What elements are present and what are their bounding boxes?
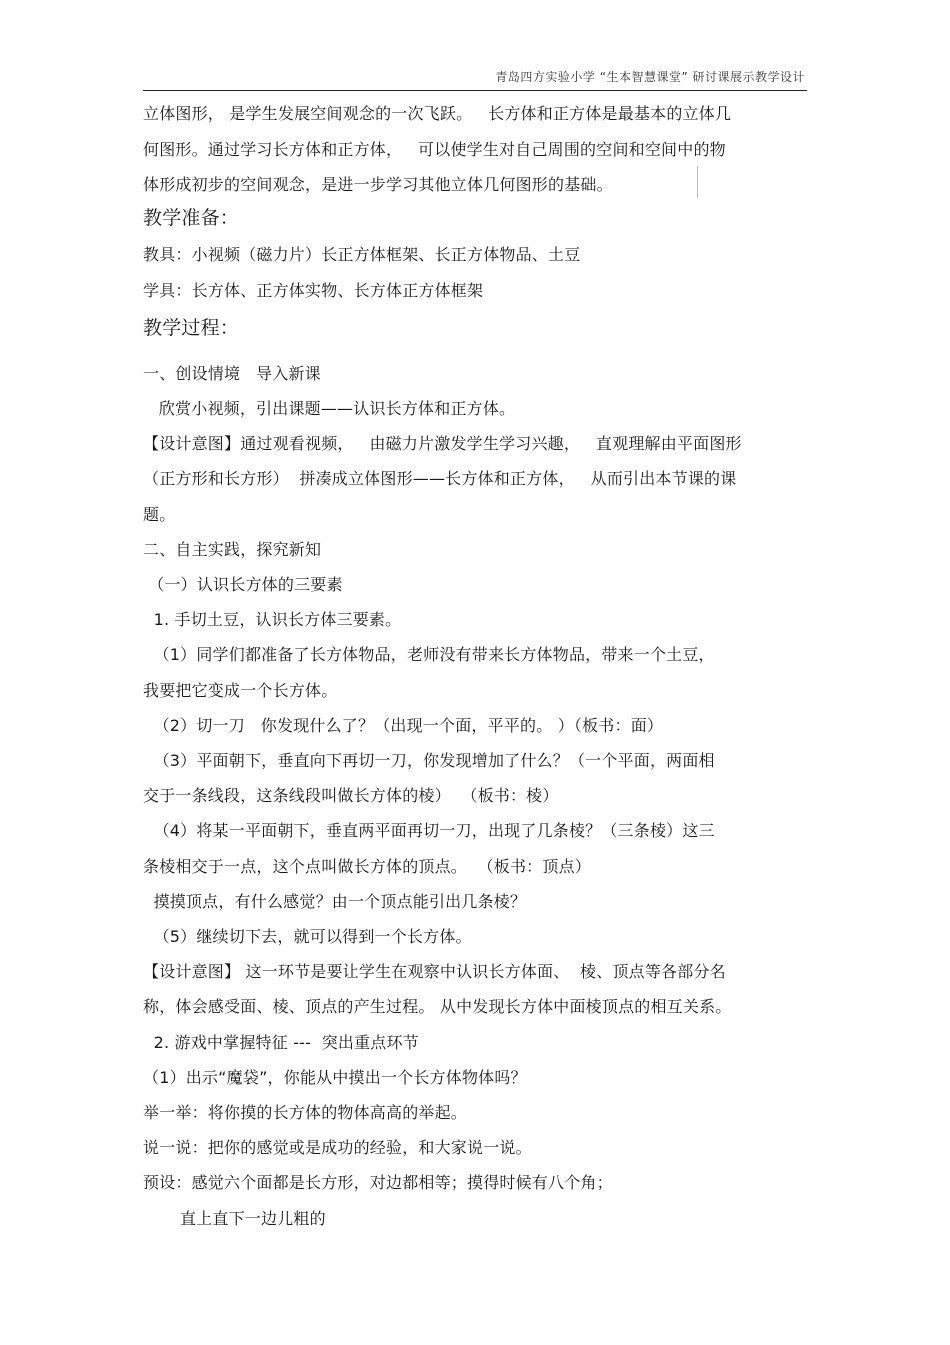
- paragraph-line: 【设计意图】通过观看视频， 由磁力片激发学生学习兴趣， 直观理解由平面图形: [143, 434, 742, 453]
- paragraph-line: （3）平面朝下，垂直向下再切一刀，你发现增加了什么？（一个平面，两面相: [143, 751, 715, 770]
- paragraph-line: 称，体会感受面、棱、顶点的产生过程。 从中发现长方体中面棱顶点的相互关系。: [143, 997, 732, 1016]
- paragraph-line: 二、自主实践，探究新知: [143, 540, 322, 559]
- page-header: 青岛四方实验小学 “生本智慧课堂” 研讨课展示教学设计: [495, 70, 805, 84]
- paragraph-line: 摸摸顶点，有什么感觉？由一个顶点能引出几条棱？: [143, 892, 527, 911]
- paragraph-line: （5）继续切下去，就可以得到一个长方体。: [143, 927, 472, 946]
- paragraph-line: （4）将某一平面朝下，垂直两平面再切一刀，出现了几条棱？（三条棱）这三: [143, 821, 715, 840]
- section-heading-process: 教学过程：: [143, 317, 240, 339]
- paragraph-line: （1）同学们都准备了长方体物品，老师没有带来长方体物品，带来一个土豆，: [143, 645, 715, 664]
- paragraph-line: 教具：小视频（磁力片）长正方体框架、长正方体物品、土豆: [143, 245, 581, 264]
- paragraph-line: 立体图形， 是学生发展空间观念的一次飞跃。 长方体和正方体是最基本的立体几: [143, 104, 732, 123]
- paragraph-line: 说一说：把你的感觉或是成功的经验，和大家说一说。: [143, 1138, 532, 1157]
- paragraph-line: （1）出示“魔袋”，你能从中摸出一个长方体物体吗？: [143, 1068, 527, 1087]
- paragraph-line: 直上直下一边儿粗的: [143, 1209, 326, 1228]
- paragraph-line: 题。: [143, 505, 176, 524]
- paragraph-line: 学具：长方体、正方体实物、长方体正方体框架: [143, 281, 484, 300]
- paragraph-line: 【设计意图】 这一环节是要让学生在观察中认识长方体面、 棱、顶点等各部分名: [143, 962, 726, 981]
- paragraph-line: 何图形。通过学习长方体和正方体， 可以使学生对自己周围的空间和空间中的物: [143, 140, 726, 159]
- header-divider: [143, 90, 807, 91]
- margin-mark: [697, 166, 698, 198]
- paragraph-line: 预设：感觉六个面都是长方形，对边都相等；摸得时候有八个角；: [143, 1173, 613, 1192]
- paragraph-line: （正方形和长方形） 拼凑成立体图形——长方体和正方体， 从而引出本节课的课: [143, 469, 737, 488]
- paragraph-line: 条棱相交于一点，这个点叫做长方体的顶点。 （板书：顶点）: [143, 857, 591, 876]
- paragraph-line: 交于一条线段，这条线段叫做长方体的棱） （板书：棱）: [143, 786, 559, 805]
- section-heading-preparation: 教学准备：: [143, 207, 240, 229]
- paragraph-line: 欣赏小视频，引出课题——认识长方体和正方体。: [143, 399, 516, 418]
- paragraph-line: 举一举：将你摸的长方体的物体高高的举起。: [143, 1103, 468, 1122]
- paragraph-line: 体形成初步的空间观念，是进一步学习其他立体几何图形的基础。: [143, 175, 613, 194]
- paragraph-line: （一）认识长方体的三要素: [143, 575, 343, 594]
- paragraph-line: 2. 游戏中掌握特征 --- 突出重点环节: [143, 1033, 419, 1052]
- paragraph-line: 一、创设情境 导入新课: [143, 364, 321, 383]
- paragraph-line: 我要把它变成一个长方体。: [143, 681, 338, 700]
- paragraph-line: （2）切一刀 你发现什么了？（出现一个面，平平的。 ）（板书：面）: [143, 716, 664, 735]
- paragraph-line: 1. 手切土豆，认识长方体三要素。: [143, 610, 402, 629]
